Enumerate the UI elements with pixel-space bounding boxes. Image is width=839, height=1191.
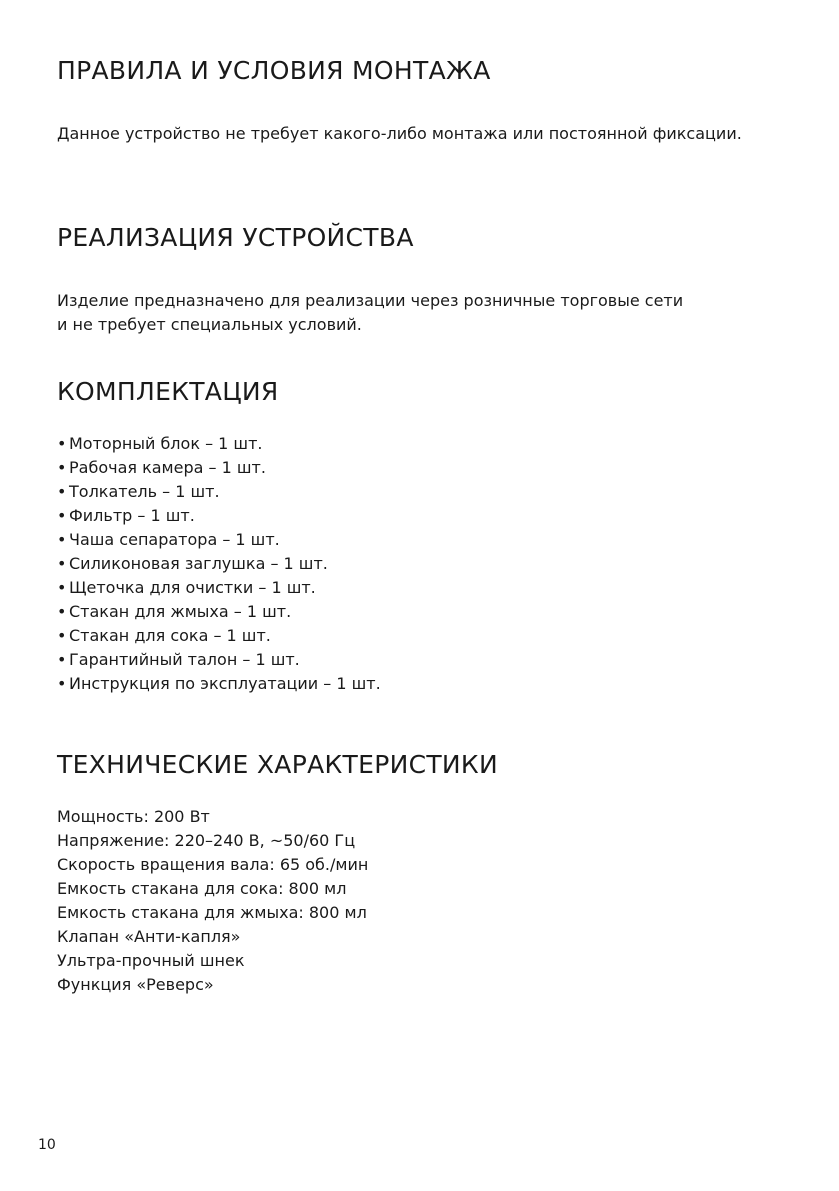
- specs-title: ТЕХНИЧЕСКИЕ ХАРАКТЕРИСТИКИ: [57, 750, 498, 779]
- mounting-title: ПРАВИЛА И УСЛОВИЯ МОНТАЖА: [57, 56, 491, 85]
- bullet-icon: •: [57, 650, 67, 669]
- spec-line: Клапан «Анти-капля»: [57, 927, 241, 946]
- spec-line: Напряжение: 220–240 В, ~50/60 Гц: [57, 831, 356, 850]
- spec-line: Скорость вращения вала: 65 об./мин: [57, 855, 369, 874]
- bullet-icon: •: [57, 554, 67, 573]
- spec-line: Емкость стакана для жмыха: 800 мл: [57, 903, 367, 922]
- list-item: • Щеточка для очистки – 1 шт.: [57, 576, 381, 600]
- list-item: • Стакан для сока – 1 шт.: [57, 624, 381, 648]
- spec-line: Мощность: 200 Вт: [57, 807, 210, 826]
- mounting-text: Данное устройство не требует какого-либо монтажа или постоянной фиксации.: [57, 124, 742, 143]
- spec-line: Функция «Реверс»: [57, 975, 214, 994]
- bullet-icon: •: [57, 458, 67, 477]
- package-title: КОМПЛЕКТАЦИЯ: [57, 377, 279, 406]
- page-number: 10: [38, 1137, 56, 1153]
- sales-text-line-1: Изделие предназначено для реализации через розничные торговые сети: [57, 291, 684, 310]
- bullet-icon: •: [57, 506, 67, 525]
- specs-list: [57, 805, 368, 997]
- package-list: [57, 432, 381, 696]
- list-item: • Моторный блок – 1 шт.: [57, 432, 381, 456]
- list-item: • Стакан для жмыха – 1 шт.: [57, 600, 381, 624]
- list-item: • Рабочая камера – 1 шт.: [57, 456, 381, 480]
- bullet-icon: •: [57, 674, 67, 693]
- list-item: • Гарантийный талон – 1 шт.: [57, 648, 381, 672]
- bullet-icon: •: [57, 578, 67, 597]
- spec-line: Емкость стакана для сока: 800 мл: [57, 879, 347, 898]
- list-item: • Силиконовая заглушка – 1 шт.: [57, 552, 381, 576]
- bullet-icon: •: [57, 626, 67, 645]
- sales-title: РЕАЛИЗАЦИЯ УСТРОЙСТВА: [57, 223, 414, 252]
- list-item: • Толкатель – 1 шт.: [57, 480, 381, 504]
- list-item: • Фильтр – 1 шт.: [57, 504, 381, 528]
- bullet-icon: •: [57, 434, 67, 453]
- list-item: • Инструкция по эксплуатации – 1 шт.: [57, 672, 381, 696]
- list-item: • Чаша сепаратора – 1 шт.: [57, 528, 381, 552]
- sales-text-line-2: и не требует специальных условий.: [57, 315, 362, 334]
- bullet-icon: •: [57, 602, 67, 621]
- spec-line: Ультра-прочный шнек: [57, 951, 245, 970]
- bullet-icon: •: [57, 530, 67, 549]
- bullet-icon: •: [57, 482, 67, 501]
